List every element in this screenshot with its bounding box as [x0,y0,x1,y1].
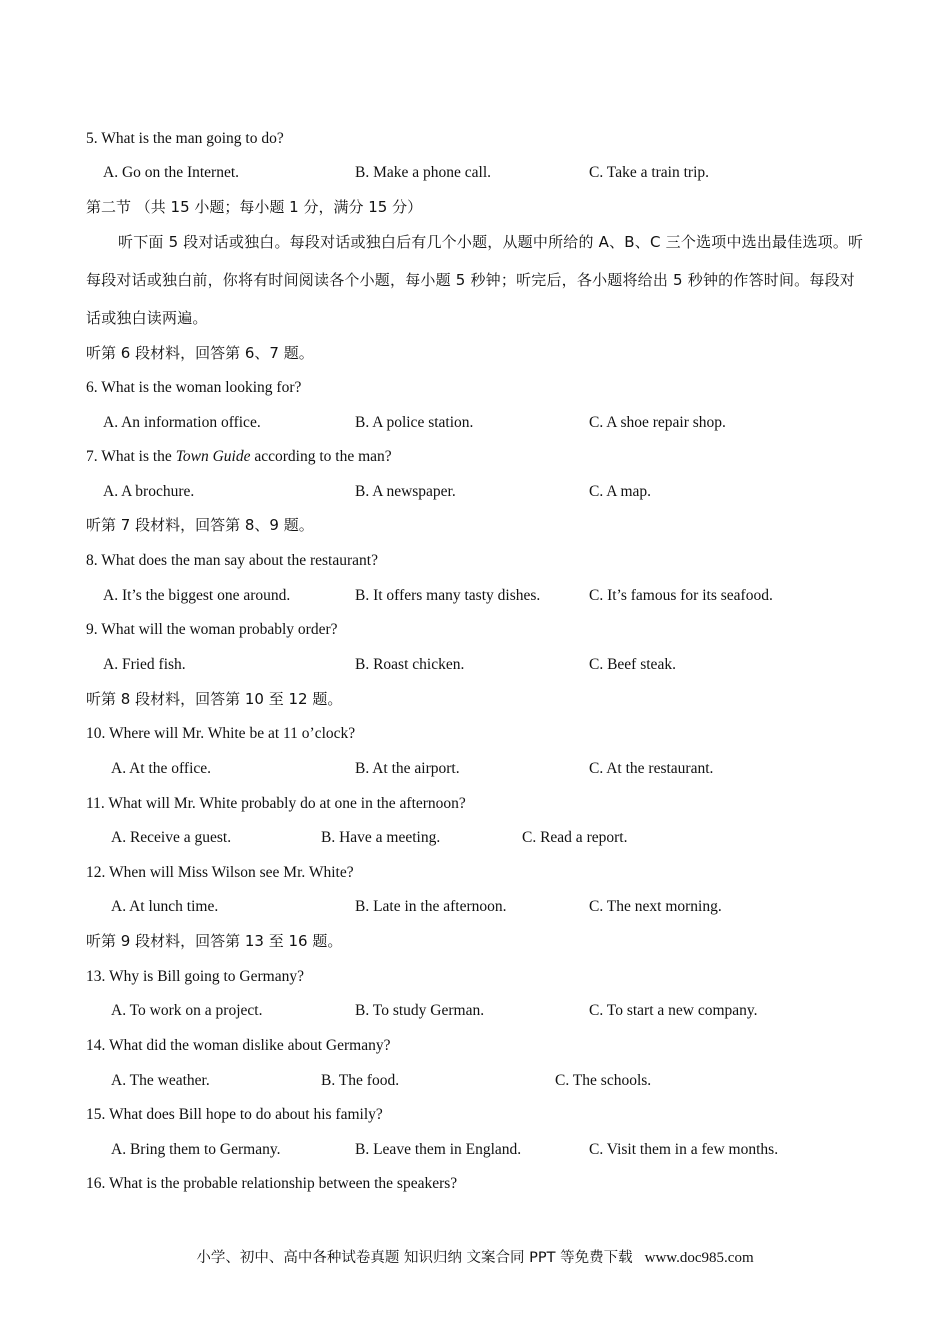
question-13-option-b: B. To study German. [355,1002,485,1019]
question-8-option-c: C. It’s famous for its seafood. [589,587,773,604]
question-13-option-c: C. To start a new company. [589,1002,758,1019]
question-6-option-a: A. An information office. [103,414,261,431]
question-7-option-a: A. A brochure. [103,483,195,500]
question-14-option-c: C. The schools. [555,1072,652,1089]
footer-text: 小学、初中、高中各种试卷真题 知识归纳 文案合同 PPT 等免费下载 [196,1250,633,1266]
question-9-option-b: B. Roast chicken. [355,656,465,673]
question-10-option-b: B. At the airport. [355,760,460,777]
section-2-instructions: 听下面 5 段对话或独白。每段对话或独白后有几个小题，从题中所给的 A、B、C 三个选项中选出最佳选项。听每段对话或独白前，你将有时间阅读各个小题，每小题 5 秒钟；听完后，各小题将给出 5 秒钟的作答时间。每段对话或独白读两遍。 [86,233,864,327]
footer-url-link[interactable]: www.doc985.com [644,1250,754,1266]
material-7-heading: 听第 7 段材料，回答第 8、9 题。 [86,516,314,534]
question-12-stem: 12. When will Miss Wilson see Mr. White? [86,864,354,881]
material-8-heading: 听第 8 段材料，回答第 10 至 12 题。 [86,690,343,708]
question-6-option-c: C. A shoe repair shop. [589,414,726,431]
question-7-stem [86,447,392,467]
question-5-option-b: B. Make a phone call. [355,164,492,181]
question-10-stem: 10. Where will Mr. White be at 11 o’clock? [86,725,356,742]
question-10-option-a: A. At the office. [111,760,212,777]
material-9-heading: 听第 9 段材料，回答第 13 至 16 题。 [86,932,343,950]
question-11-option-b: B. Have a meeting. [321,829,441,846]
question-8-stem: 8. What does the man say about the restaurant? [86,552,378,569]
question-9-option-a: A. Fried fish. [103,656,186,673]
question-11-stem: 11. What will Mr. White probably do at one in the afternoon? [86,795,466,812]
question-10-option-c: C. At the restaurant. [589,760,714,777]
question-12-option-b: B. Late in the afternoon. [355,898,507,915]
question-6-stem: 6. What is the woman looking for? [86,379,302,396]
question-12-option-a: A. At lunch time. [111,898,219,915]
question-6-option-b: B. A police station. [355,414,474,431]
question-7-option-b: B. A newspaper. [355,483,456,500]
question-15-option-c: C. Visit them in a few months. [589,1141,779,1158]
question-7-stem-title: Town Guide [175,448,251,465]
question-14-stem: 14. What did the woman dislike about Germany? [86,1037,391,1054]
question-5-stem: 5. What is the man going to do? [86,130,284,147]
question-11-option-c: C. Read a report. [522,829,628,846]
question-15-option-a: A. Bring them to Germany. [111,1141,281,1158]
question-9-stem: 9. What will the woman probably order? [86,621,338,638]
question-15-stem: 15. What does Bill hope to do about his family? [86,1106,383,1123]
question-9-option-c: C. Beef steak. [589,656,676,673]
material-6-heading: 听第 6 段材料，回答第 6、7 题。 [86,344,314,362]
question-16-stem: 16. What is the probable relationship between the speakers? [86,1175,458,1192]
question-12-option-c: C. The next morning. [589,898,722,915]
question-5-option-c: C. Take a train trip. [589,164,710,181]
page-footer [0,1246,950,1267]
question-5-option-a: A. Go on the Internet. [103,164,240,181]
question-14-option-b: B. The food. [321,1072,400,1089]
question-14-option-a: A. The weather. [111,1072,210,1089]
question-8-option-b: B. It offers many tasty dishes. [355,587,541,604]
section-2-heading: 第二节 （共 15 小题；每小题 1 分，满分 15 分） [86,198,423,216]
question-7-stem-post: according to the man? [250,448,392,465]
question-7-stem-pre: 7. What is the [86,448,176,465]
question-11-option-a: A. Receive a guest. [111,829,232,846]
question-13-stem: 13. Why is Bill going to Germany? [86,968,304,985]
question-13-option-a: A. To work on a project. [111,1002,263,1019]
question-8-option-a: A. It’s the biggest one around. [103,587,291,604]
question-15-option-b: B. Leave them in England. [355,1141,522,1158]
question-7-option-c: C. A map. [589,483,652,500]
